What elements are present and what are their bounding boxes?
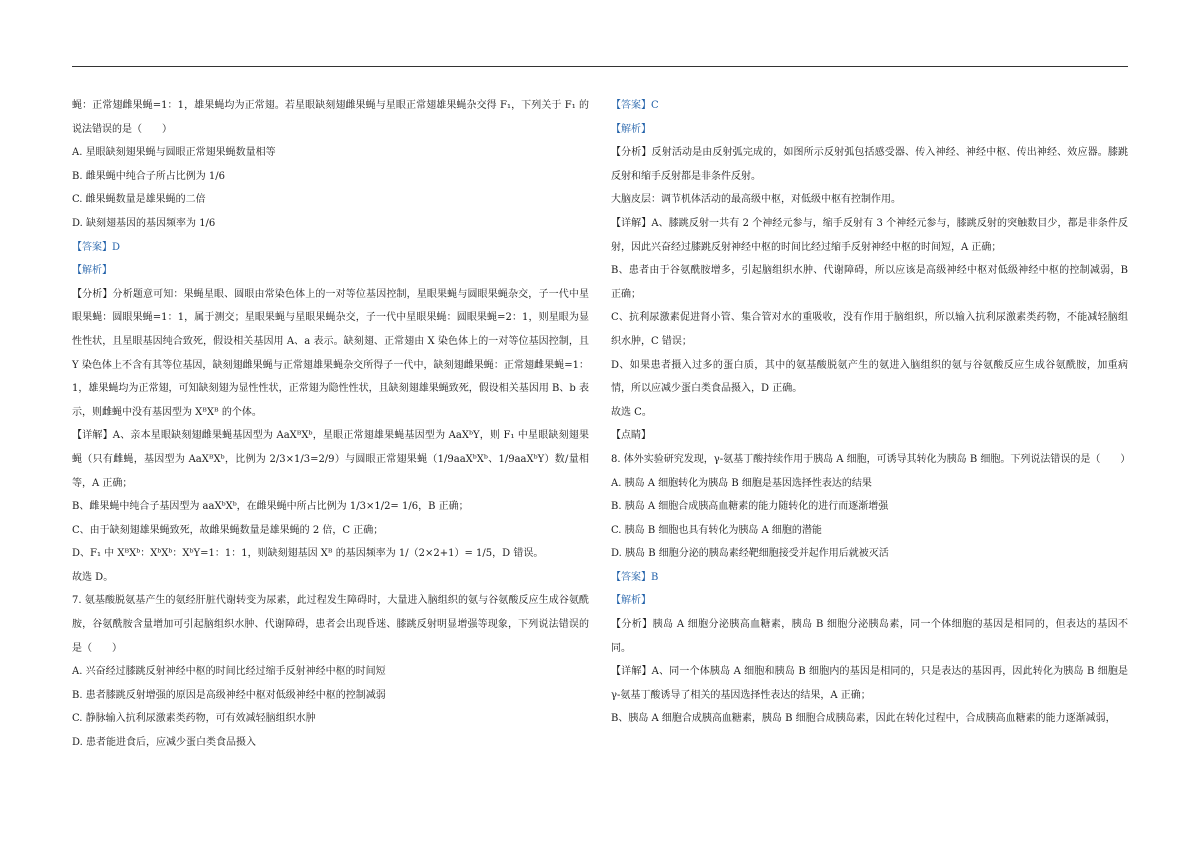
answer-choice: B. 雌果蝇中纯合子所占比例为 1/6 [72,170,225,182]
paragraph: 【分析】胰岛 A 细胞分泌胰高血糖素，胰岛 B 细胞分泌胰岛素，同一个体细胞的基因是相同的，但表达的基因不同。 [611,619,1128,654]
answer-choice: D. 胰岛 B 细胞分泌的胰岛素经靶细胞接受并起作用后就被灭活 [611,548,889,560]
section-tag: 【答案】B [611,571,659,583]
paragraph: D、如果患者摄入过多的蛋白质，其中的氨基酸脱氨产生的氨进入脑组织的氨与谷氨酸反应生成谷氨酰胺，加重病情，所以应减少蛋白类食品摄入，D 正确。 [611,359,1128,395]
answer-choice: C. 雌果蝇数量是雄果蝇的二倍 [72,194,206,206]
paragraph: 【分析】反射活动是由反射弧完成的，如图所示反射弧包括感受器、传入神经、神经中枢、传出神经、效应器。膝跳反射和缩手反射都是非条件反射。 [611,147,1128,182]
paragraph: C、由于缺刻翅雄果蝇致死，故雌果蝇数量是雄果蝇的 2 倍，C 正确； [72,524,384,536]
answer-choice: A. 胰岛 A 细胞转化为胰岛 B 细胞是基因选择性表达的结果 [611,477,872,489]
paragraph: D、F₁ 中 XᴮXᵇ：XᵇXᵇ：XᵇY=1：1：1，则缺刻翅基因 Xᴮ 的基因频率为 1/（2×2+1）= 1/5，D 错误。 [72,548,544,560]
paragraph: 【分析】分析题意可知：果蝇星眼、圆眼由常染色体上的一对等位基因控制，星眼果蝇与圆眼果蝇杂交，子一代中星眼果蝇：圆眼果蝇=1：1，属于测交；星眼果蝇与星眼果蝇杂交，子一代中星眼果蝇：圆眼果蝇=2：1，则星眼为显性性状，且星眼基因纯合致死，假设相关基因用 A、a 表示。缺刻翅、正常翅由 X 染色体上的一对等位基因控制，且 Y 染色体上不含有其等位基因，缺刻翅雌果蝇与正常翅雄果蝇杂交所得子一代中，缺刻翅雌果蝇：正常翅雌果蝇=1：1，雄果蝇均为正常翅，可知缺刻翅为显性性状，正常翅为隐性性状，且缺刻翅雄果蝇致死，假设相关基因用 B、b 表示，则雌蝇中没有基因型为 XᴮXᴮ 的个体。 [72,288,589,418]
header-rule [72,66,1128,67]
left-column [72,94,589,755]
section-tag: 【解析】 [611,123,651,135]
paragraph: 大脑皮层：调节机体活动的最高级中枢，对低级中枢有控制作用。 [611,194,901,206]
paragraph: 故选 C。 [611,406,652,418]
paragraph: 故选 D。 [72,571,114,583]
section-tag: 【解析】 [72,265,112,277]
paragraph: 【详解】A、同一个体胰岛 A 细胞和胰岛 B 细胞内的基因是相同的，只是表达的基因再，因此转化为胰岛 B 细胞是 γ-氨基丁酸诱导了相关的基因选择性表达的结果，A 正确； [611,666,1128,701]
paragraph: 【点睛】 [611,430,651,442]
right-column [611,94,1131,731]
paragraph: 7. 氨基酸脱氨基产生的氨经肝脏代谢转变为尿素，此过程发生障碍时，大量进入脑组织的氨与谷氨酸反应生成谷氨酰胺，谷氨酰胺含量增加可引起脑组织水肿、代谢障碍，患者会出现昏迷、膝跳反射明显增强等现象，下列说法错误的是（ ） [72,595,589,654]
paragraph: B、雌果蝇中纯合子基因型为 aaXᵇXᵇ，在雌果蝇中所占比例为 1/3×1/2= 1/6，B 正确； [72,501,469,513]
answer-choice: B. 胰岛 A 细胞合成胰高血糖素的能力随转化的进行而逐渐增强 [611,501,889,513]
answer-choice: B. 患者膝跳反射增强的原因是高级神经中枢对低级神经中枢的控制减弱 [72,689,386,701]
answer-choice: A. 兴奋经过膝跳反射神经中枢的时间比经过缩手反射神经中枢的时间短 [72,666,386,678]
paragraph: 蝇：正常翅雌果蝇=1：1，雄果蝇均为正常翅。若星眼缺刻翅雌果蝇与星眼正常翅雄果蝇杂交得 F₁，下列关于 F₁ 的说法错误的是（ ） [72,100,589,135]
section-tag: 【解析】 [611,595,651,607]
answer-choice: C. 胰岛 B 细胞也具有转化为胰岛 A 细胞的潜能 [611,524,822,536]
section-tag: 【答案】C [611,100,659,111]
answer-choice: C. 静脉输入抗利尿激素类药物，可有效减轻脑组织水肿 [72,713,316,725]
paragraph: 【详解】A、亲本星眼缺刻翅雌果蝇基因型为 AaXᴮXᵇ，星眼正常翅雄果蝇基因型为 AaXᵇY，则 F₁ 中星眼缺刻翅果蝇（只有雌蝇，基因型为 AaXᴮXᵇ，比例为 2/3×1/3=2/9）与圆眼正常翅果蝇（1/9aaXᵇXᵇ、1/9aaXᵇY）数/量相等，A 正确； [72,430,589,489]
paragraph: 【详解】A、膝跳反射一共有 2 个神经元参与，缩手反射有 3 个神经元参与，膝跳反射的突触数目少，都是非条件反射，因此兴奋经过膝跳反射神经中枢的时间比经过缩手反射神经中枢的时间短，A 正确； [611,217,1128,253]
paragraph: B、胰岛 A 细胞合成胰高血糖素，胰岛 B 细胞合成胰岛素，因此在转化过程中，合成胰高血糖素的能力逐渐减弱， [611,713,1116,725]
answer-choice: D. 缺刻翅基因的基因频率为 1/6 [72,217,216,229]
paragraph: 8. 体外实验研究发现，γ-氨基丁酸持续作用于胰岛 A 细胞，可诱导其转化为胰岛 B 细胞。下列说法错误的是（ ） [611,453,1131,465]
answer-choice: D. 患者能进食后，应减少蛋白类食品摄入 [72,737,257,749]
paragraph: B、患者由于谷氨酰胺增多，引起脑组织水肿、代谢障碍，所以应该是高级神经中枢对低级神经中枢的控制减弱，B 正确； [611,265,1128,300]
section-tag: 【答案】D [72,241,121,253]
paragraph: C、抗利尿激素促进肾小管、集合管对水的重吸收，没有作用于脑组织，所以输入抗利尿激素类药物，不能减轻脑组织水肿，C 错误； [611,312,1128,347]
answer-choice: A. 星眼缺刻翅果蝇与圆眼正常翅果蝇数量相等 [72,147,276,159]
